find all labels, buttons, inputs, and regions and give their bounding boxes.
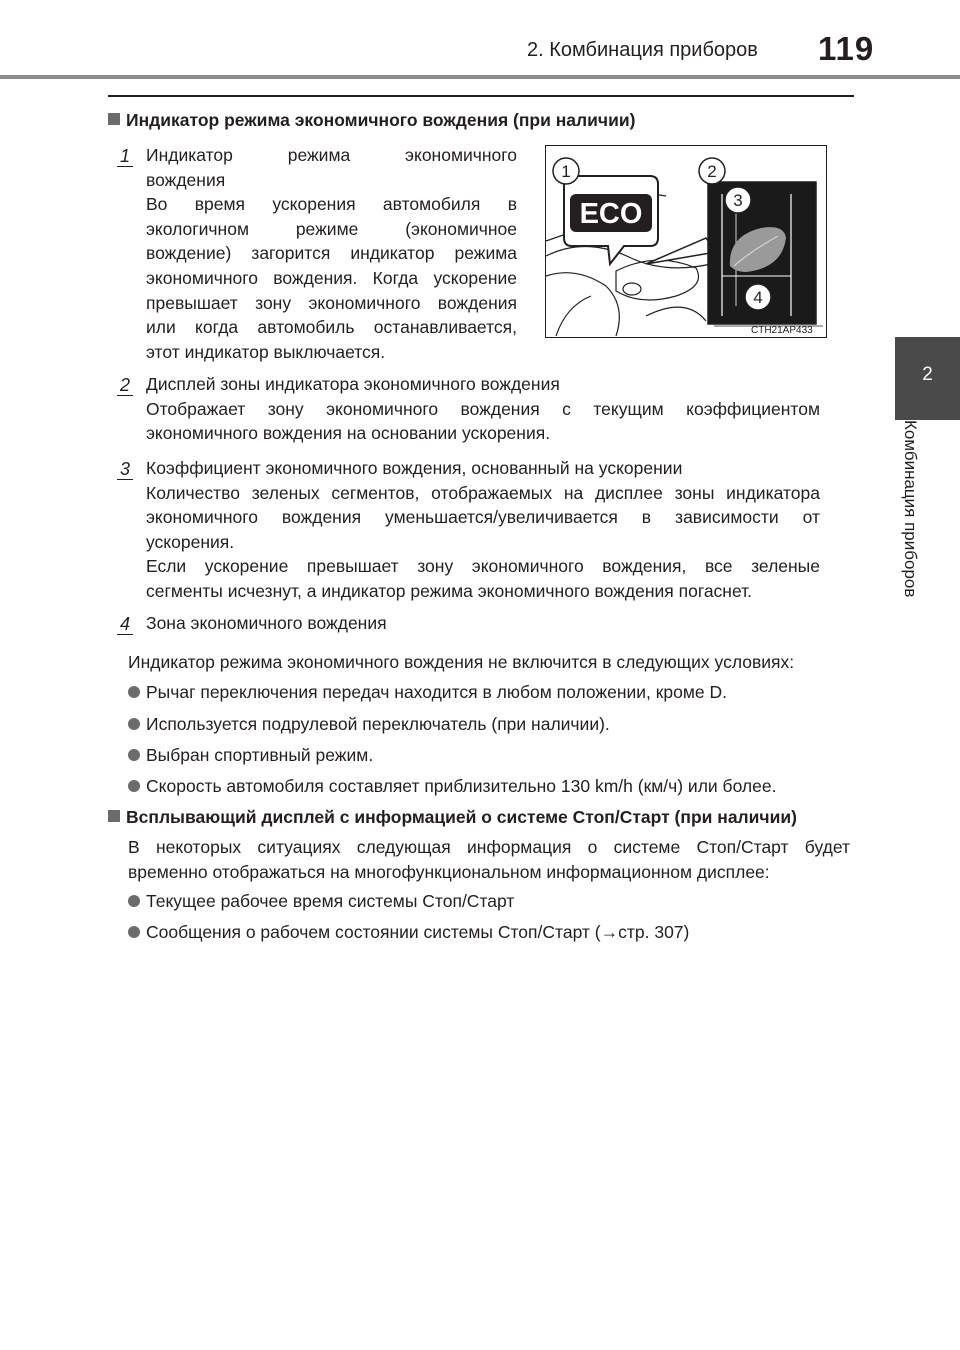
condition-item [128, 714, 610, 735]
item-2-line: экономичного вождения на основании ускорения. [146, 423, 551, 444]
item-number-2: 2 [117, 376, 133, 396]
item-3-line: ускорения. [146, 531, 235, 552]
item-3 [146, 456, 820, 604]
item-1-line: превышает зону экономичного вождения [146, 292, 517, 313]
condition-text: Скорость автомобиля составляет приблизительно 130 km/h (км/ч) или более. [146, 776, 777, 796]
bullet-icon [128, 895, 140, 907]
heading-square-icon [108, 810, 120, 822]
condition-item [128, 745, 373, 766]
item-1-line: экономичного вождения. Когда ускорение [146, 267, 517, 288]
callout-4-label: 4 [753, 288, 763, 307]
chapter-tab [895, 337, 960, 420]
page-number: 119 [818, 30, 875, 67]
section-heading-eco [108, 110, 635, 131]
stop-start-item [128, 891, 514, 912]
stop-start-intro-line: временно отображаться на многофункциональном информационном дисплее: [128, 861, 770, 882]
stop-start-intro [128, 835, 850, 884]
item-1-title-line1: Индикатор режима экономичного [146, 145, 517, 165]
stop-start-intro-line: В некоторых ситуациях следующая информация о системе Стоп/Старт будет [128, 837, 850, 857]
item-1-line: Во время ускорения автомобиля в [146, 194, 517, 215]
item-4-title: Зона экономичного вождения [146, 613, 387, 633]
stop-start-text: Текущее рабочее время системы Стоп/Старт [146, 891, 515, 911]
item-2-title: Дисплей зоны индикатора экономичного вождения [146, 374, 560, 394]
item-1 [146, 143, 517, 364]
item-3-line: Если ускорение превышает зону экономичного вождения, все зеленые [146, 556, 820, 577]
chapter-label: Комбинация приборов [901, 420, 920, 598]
item-1-line: этот индикатор выключается. [146, 341, 386, 362]
item-number-3: 3 [117, 460, 133, 480]
item-number-1: 1 [117, 147, 133, 167]
stop-start-item [128, 922, 689, 943]
item-number-4: 4 [117, 615, 133, 635]
bullet-icon [128, 749, 140, 761]
eco-text: ECO [579, 198, 643, 230]
item-1-line: вождение) загорится индикатор режима [146, 243, 517, 264]
section-heading-eco-text: Индикатор режима экономичного вождения (при наличии) [126, 110, 636, 130]
item-3-title: Коэффициент экономичного вождения, основанный на ускорении [146, 458, 683, 478]
content-divider [108, 95, 854, 97]
condition-text: Рычаг переключения передач находится в любом положении, кроме D. [146, 682, 728, 702]
item-3-line: сегменты исчезнут, а индикатор режима экономичного вождения погаснет. [146, 580, 753, 601]
figure-code: CTH21AP433 [751, 325, 813, 336]
item-1-title-line2: вождения [146, 169, 226, 190]
eco-indicator-figure [545, 145, 827, 338]
dashboard-illustration [546, 146, 825, 336]
conditions-intro: Индикатор режима экономичного вождения не включится в следующих условиях: [128, 652, 795, 672]
condition-text: Выбран спортивный режим. [146, 745, 374, 765]
stop-start-text: Сообщения о рабочем состоянии системы Стоп/Старт (→стр. 307) [146, 922, 690, 942]
condition-item [128, 682, 727, 703]
item-4 [146, 611, 820, 636]
callout-3-label: 3 [733, 191, 743, 210]
header-divider [0, 75, 960, 79]
condition-text: Используется подрулевой переключатель (при наличии). [146, 714, 610, 734]
heading-square-icon [108, 113, 120, 125]
callout-2-label: 2 [707, 162, 717, 181]
bullet-icon [128, 780, 140, 792]
item-2 [146, 372, 820, 446]
bullet-icon [128, 718, 140, 730]
chapter-number: 2 [922, 364, 933, 385]
section-heading-stop-start-text: Всплывающий дисплей с информацией о системе Стоп/Старт (при наличии) [126, 807, 797, 827]
item-2-line: Отображает зону экономичного вождения с текущим коэффициентом [146, 398, 820, 419]
item-1-line: или когда автомобиль останавливается, [146, 317, 517, 338]
callout-1-label: 1 [561, 162, 571, 181]
section-title: 2. Комбинация приборов [527, 39, 758, 61]
section-heading-stop-start [108, 807, 797, 828]
condition-item [128, 776, 776, 797]
bullet-icon [128, 686, 140, 698]
item-1-line: экологичном режиме (экономичное [146, 218, 517, 239]
item-3-line: экономичного вождения уменьшается/увеличивается в зависимости от [146, 507, 820, 528]
item-3-line: Количество зеленых сегментов, отображаемых на дисплее зоны индикатора [146, 482, 820, 503]
bullet-icon [128, 926, 140, 938]
